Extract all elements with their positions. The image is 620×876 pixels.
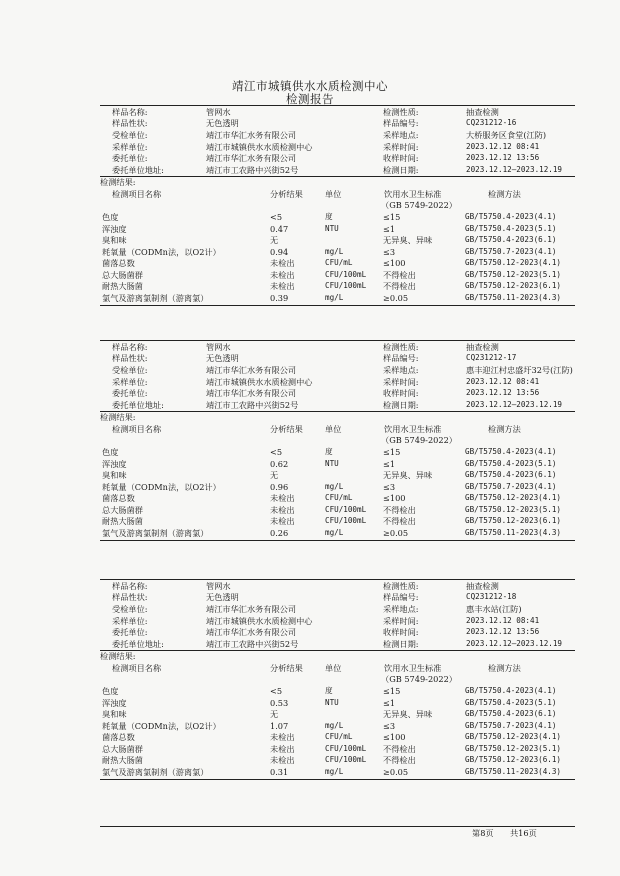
table-cell-method: GB/T5750.12-2023(5.1) [465,504,562,514]
table-cell-method: GB/T5750.4-2023(4.1) [465,212,557,222]
results-heading: 检测结果: [100,411,136,422]
table-cell-item: 臭和味 [102,709,127,720]
info-value-receipt-time: 2023.12.12 13:56 [466,388,540,398]
table-cell-item: 耐热大肠菌 [102,281,143,292]
table-cell-result: 未检出 [270,732,295,743]
info-label: 样品名称: [112,106,148,117]
table-cell-standard: 无异臭、异味 [383,470,433,481]
table-cell-item: 菌落总数 [102,493,135,504]
column-header-unit: 单位 [325,424,342,435]
table-cell-result: 0.62 [270,458,289,469]
info-label: 委托单位地址: [112,639,164,649]
info-bottom-rule [100,176,575,177]
column-header-standard: 饮用水卫生标准 [384,424,442,435]
table-cell-method: GB/T5750.4-2023(5.1) [465,458,557,468]
table-cell-item: 浑浊度 [102,458,127,469]
table-cell-result: 未检出 [270,755,295,766]
table-cell-result: 未检出 [270,743,295,754]
info-label: 委托单位地址: [112,400,164,410]
info-label: 委托单位: [112,627,148,638]
section-bottom-rule [100,779,575,780]
table-cell-unit: CFU/mL [325,258,353,268]
table-cell-method: GB/T5750.4-2023(6.1) [465,470,557,480]
section-top-rule [100,340,575,341]
table-cell-result: 未检出 [270,493,295,504]
table-cell-item: 菌落总数 [102,732,135,743]
table-cell-unit: mg/L [325,766,344,776]
results-heading: 检测结果: [100,176,136,187]
table-cell-unit: NTU [325,223,339,233]
info-label: 样品性状: [112,592,148,603]
table-cell-unit: 度 [325,447,333,457]
table-cell-method: GB/T5750.4-2023(4.1) [465,686,557,696]
table-cell-result: 无 [270,235,279,246]
table-cell-item: 耐热大肠菌 [102,755,143,766]
table-cell-result: <5 [270,212,283,223]
footer-rule [100,826,575,827]
table-cell-method: GB/T5750.4-2023(4.1) [465,447,557,457]
info-label: 样品名称: [112,341,148,352]
table-cell-standard: ≤1 [383,697,396,708]
table-cell-unit: mg/L [325,292,344,302]
table-cell-item: 色度 [102,686,119,697]
table-cell-method: GB/T5750.7-2023(4.1) [465,720,557,730]
section-bottom-rule [100,540,575,541]
table-cell-standard: 不得检出 [383,504,416,515]
table-cell-standard: ≥0.05 [383,766,409,777]
info-label: 采样单位: [112,615,148,626]
table-cell-result: 未检出 [270,516,295,527]
page-number: 第8页 共16页 [472,828,537,838]
info-label: 样品性状: [112,353,148,364]
column-header-unit: 单位 [325,189,342,200]
column-header-unit: 单位 [325,663,342,674]
table-cell-unit: CFU/100mL [325,269,367,279]
table-cell-item: 氯气及游离氯制剂（游离氯） [102,766,209,777]
table-cell-unit: 度 [325,212,333,222]
table-cell-standard: 不得检出 [383,281,416,292]
column-header-item: 检测项目名称 [112,663,162,674]
table-cell-result: 未检出 [270,269,295,280]
results-heading: 检测结果: [100,650,136,661]
info-value-test-date: 2023.12.12—2023.12.19 [466,639,563,648]
table-cell-unit: CFU/100mL [325,504,367,514]
info-value-client-address: 靖江市工农路中兴街52号 [206,165,299,175]
info-label: 样品编号: [383,353,419,364]
table-cell-standard: ≥0.05 [383,527,409,538]
info-label: 采样地点: [383,364,419,375]
info-value-test-date: 2023.12.12—2023.12.19 [466,165,563,174]
table-cell-result: 0.94 [270,246,289,257]
table-cell-unit: CFU/100mL [325,743,367,753]
column-header-method: 检测方法 [488,189,521,200]
table-cell-method: GB/T5750.12-2023(4.1) [465,493,562,503]
info-label: 检测性质: [383,580,419,591]
table-cell-method: GB/T5750.4-2023(6.1) [465,235,557,245]
column-header-standard: 饮用水卫生标准 [384,189,442,200]
table-cell-unit: CFU/100mL [325,281,367,291]
column-header-result: 分析结果 [270,663,303,674]
info-label: 检测性质: [383,341,419,352]
table-cell-method: GB/T5750.12-2023(6.1) [465,281,562,291]
report-org: 靖江市城镇供水水质检测中心 [232,79,388,93]
table-cell-standard: ≤3 [383,481,396,492]
info-value-sample-name: 管网水 [206,341,231,352]
info-label: 收样时间: [383,388,419,399]
table-cell-item: 总大肠菌群 [102,743,143,754]
info-value-test-date: 2023.12.12—2023.12.19 [466,400,563,409]
info-value-client-address: 靖江市工农路中兴街52号 [206,639,299,649]
info-value-receipt-time: 2023.12.12 13:56 [466,153,540,163]
table-cell-result: <5 [270,447,283,458]
info-value-sampling-time: 2023.12.12 08:41 [466,615,540,625]
table-cell-standard: ≤1 [383,458,396,469]
info-label: 收样时间: [383,627,419,638]
info-label: 采样地点: [383,129,419,140]
table-cell-item: 浑浊度 [102,697,127,708]
table-cell-item: 氯气及游离氯制剂（游离氯） [102,527,209,538]
info-label: 检测日期: [383,400,419,410]
table-cell-method: GB/T5750.11-2023(4.3) [465,766,562,776]
table-cell-result: <5 [270,686,283,697]
table-cell-unit: mg/L [325,246,344,256]
table-cell-item: 耗氧量（CODMn法，以O2计） [102,481,221,492]
info-label: 受检单位: [112,364,148,375]
table-cell-unit: mg/L [325,527,344,537]
table-cell-item: 臭和味 [102,470,127,481]
info-value-sample-no: CQ231212-18 [466,592,517,602]
info-value-entrusted-unit: 靖江市华汇水务有限公司 [206,129,297,140]
info-value-sampling-site: 大桥服务区食堂(江防) [466,129,547,140]
table-cell-standard: 不得检出 [383,516,416,527]
table-cell-standard: ≤100 [383,493,406,504]
column-header-standard-code: （GB 5749-2022） [381,674,457,685]
column-header-method: 检测方法 [488,424,521,435]
info-value-sample-trait: 无色透明 [206,592,239,603]
info-label: 委托单位: [112,388,148,399]
table-cell-item: 总大肠菌群 [102,504,143,515]
column-header-result: 分析结果 [270,189,303,200]
table-cell-item: 耗氧量（CODMn法，以O2计） [102,246,221,257]
table-cell-method: GB/T5750.4-2023(5.1) [465,697,557,707]
table-cell-standard: ≥0.05 [383,292,409,303]
info-value-sampling-unit: 靖江市城镇供水水质检测中心 [206,615,313,626]
table-cell-standard: 不得检出 [383,269,416,280]
table-cell-method: GB/T5750.12-2023(6.1) [465,755,562,765]
info-value-sample-name: 管网水 [206,106,231,117]
info-value-sample-trait: 无色透明 [206,353,239,364]
table-cell-standard: ≤15 [383,447,401,458]
table-cell-standard: 不得检出 [383,755,416,766]
table-cell-result: 无 [270,470,279,481]
info-label: 样品名称: [112,580,148,591]
info-bottom-rule [100,650,575,651]
table-cell-unit: CFU/mL [325,493,353,503]
table-cell-item: 色度 [102,212,119,223]
column-header-standard-code: （GB 5749-2022） [381,435,457,446]
info-label: 采样单位: [112,141,148,152]
table-cell-method: GB/T5750.12-2023(6.1) [465,516,562,526]
table-cell-result: 1.07 [270,720,289,731]
table-cell-result: 未检出 [270,281,295,292]
info-value-client-unit: 靖江市华汇水务有限公司 [206,627,297,638]
info-value-client-unit: 靖江市华汇水务有限公司 [206,153,297,164]
table-cell-item: 氯气及游离氯制剂（游离氯） [102,292,209,303]
table-cell-standard: ≤15 [383,686,401,697]
table-cell-standard: 无异臭、异味 [383,709,433,720]
section-top-rule [100,579,575,580]
info-value-sampling-unit: 靖江市城镇供水水质检测中心 [206,141,313,152]
table-cell-result: 未检出 [270,504,295,515]
table-cell-item: 臭和味 [102,235,127,246]
info-value-sampling-time: 2023.12.12 08:41 [466,376,540,386]
column-header-result: 分析结果 [270,424,303,435]
info-value-client-unit: 靖江市华汇水务有限公司 [206,388,297,399]
table-cell-result: 0.31 [270,766,289,777]
table-cell-unit: NTU [325,697,339,707]
info-value-entrusted-unit: 靖江市华汇水务有限公司 [206,364,297,375]
table-cell-standard: ≤100 [383,732,406,743]
table-cell-unit: NTU [325,458,339,468]
table-cell-result: 0.47 [270,223,289,234]
table-cell-result: 未检出 [270,258,295,269]
table-cell-method: GB/T5750.7-2023(4.1) [465,481,557,491]
info-value-sampling-unit: 靖江市城镇供水水质检测中心 [206,376,313,387]
report-title: 检测报告 [286,92,334,106]
info-value-sample-no: CQ231212-16 [466,118,517,128]
table-cell-standard: ≤3 [383,720,396,731]
section-bottom-rule [100,305,575,306]
table-cell-result: 0.39 [270,292,289,303]
table-cell-standard: ≤100 [383,258,406,269]
section-top-rule [100,105,575,106]
info-label: 受检单位: [112,603,148,614]
column-header-item: 检测项目名称 [112,189,162,200]
table-cell-standard: ≤3 [383,246,396,257]
table-cell-result: 无 [270,709,279,720]
column-header-item: 检测项目名称 [112,424,162,435]
table-cell-method: GB/T5750.12-2023(4.1) [465,732,562,742]
table-cell-unit: mg/L [325,720,344,730]
info-value-sampling-time: 2023.12.12 08:41 [466,141,540,151]
info-label: 收样时间: [383,153,419,164]
table-cell-unit: mg/L [325,481,344,491]
info-label: 样品性状: [112,118,148,129]
info-label: 委托单位地址: [112,165,164,175]
table-cell-item: 浑浊度 [102,223,127,234]
info-label: 采样单位: [112,376,148,387]
table-cell-method: GB/T5750.12-2023(5.1) [465,269,562,279]
table-cell-standard: ≤1 [383,223,396,234]
table-cell-unit: CFU/100mL [325,516,367,526]
table-cell-method: GB/T5750.7-2023(4.1) [465,246,557,256]
info-label: 受检单位: [112,129,148,140]
table-cell-method: GB/T5750.4-2023(6.1) [465,709,557,719]
info-value-sample-trait: 无色透明 [206,118,239,129]
table-cell-method: GB/T5750.12-2023(5.1) [465,743,562,753]
column-header-standard-code: （GB 5749-2022） [381,200,457,211]
info-value-sample-name: 管网水 [206,580,231,591]
info-value-client-address: 靖江市工农路中兴街52号 [206,400,299,410]
info-value-test-type: 抽查检测 [466,580,499,591]
table-cell-standard: 不得检出 [383,743,416,754]
info-value-sampling-site: 惠丰水站(江防) [466,603,522,614]
table-cell-standard: 无异臭、异味 [383,235,433,246]
table-cell-item: 总大肠菌群 [102,269,143,280]
table-cell-unit: CFU/mL [325,732,353,742]
info-value-sampling-site: 惠丰迎江村忠盛圩32号(江防) [466,364,573,375]
info-value-test-type: 抽查检测 [466,341,499,352]
info-label: 样品编号: [383,592,419,603]
info-value-receipt-time: 2023.12.12 13:56 [466,627,540,637]
column-header-standard: 饮用水卫生标准 [384,663,442,674]
table-cell-method: GB/T5750.11-2023(4.3) [465,292,562,302]
info-label: 采样时间: [383,615,419,626]
info-label: 委托单位: [112,153,148,164]
info-bottom-rule [100,411,575,412]
info-label: 采样时间: [383,141,419,152]
table-cell-item: 耐热大肠菌 [102,516,143,527]
table-cell-item: 菌落总数 [102,258,135,269]
info-value-entrusted-unit: 靖江市华汇水务有限公司 [206,603,297,614]
table-cell-method: GB/T5750.4-2023(5.1) [465,223,557,233]
info-label: 检测日期: [383,639,419,649]
table-cell-item: 色度 [102,447,119,458]
info-label: 采样时间: [383,376,419,387]
table-cell-unit: 度 [325,686,333,696]
table-cell-method: GB/T5750.12-2023(4.1) [465,258,562,268]
info-label: 检测性质: [383,106,419,117]
info-label: 检测日期: [383,165,419,175]
info-value-test-type: 抽查检测 [466,106,499,117]
info-label: 采样地点: [383,603,419,614]
info-value-sample-no: CQ231212-17 [466,353,517,363]
table-cell-result: 0.53 [270,697,289,708]
table-cell-result: 0.96 [270,481,289,492]
info-label: 样品编号: [383,118,419,129]
table-cell-unit: CFU/100mL [325,755,367,765]
table-cell-item: 耗氧量（CODMn法，以O2计） [102,720,221,731]
column-header-method: 检测方法 [488,663,521,674]
table-cell-standard: ≤15 [383,212,401,223]
table-cell-method: GB/T5750.11-2023(4.3) [465,527,562,537]
table-cell-result: 0.26 [270,527,289,538]
